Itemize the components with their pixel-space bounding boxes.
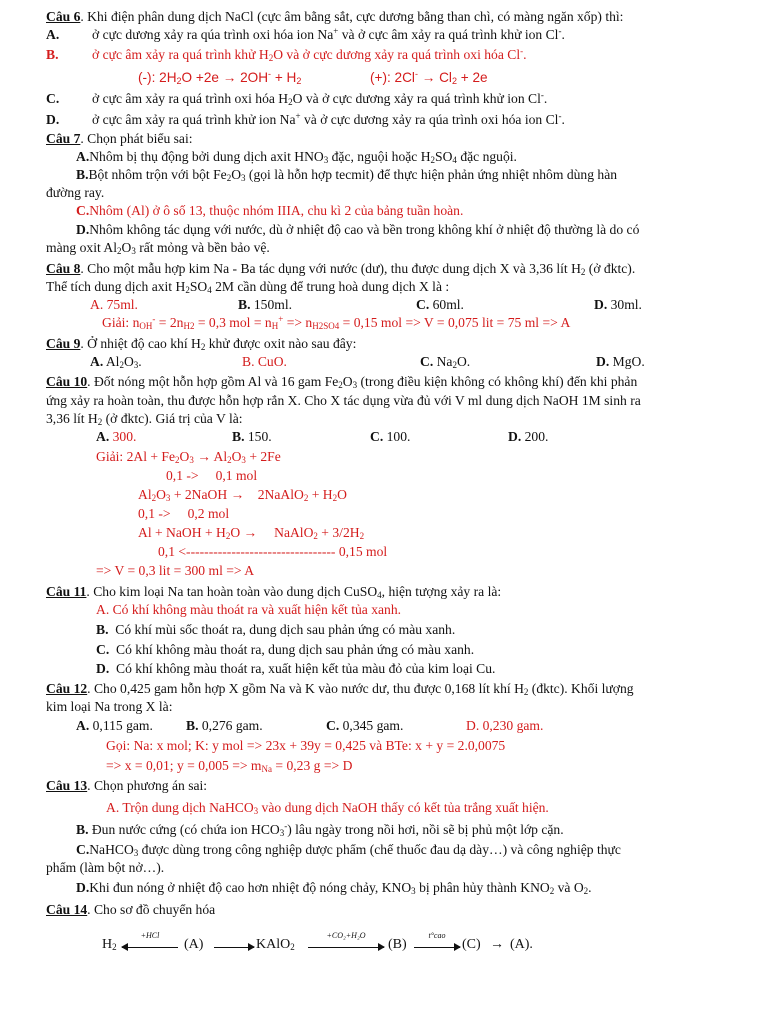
q12-stem: Câu 12. Cho 0,425 gam hỗn hợp X gồm Na và K vào nước dư, thu được 0,168 lít khí $H_2$ (đktc). Khối lượng xyxy=(46,681,634,698)
q11-option-b: B. Có khí mùi sốc thoát ra, dung dịch sau phản ứng có màu xanh. xyxy=(96,622,456,638)
q12-solution-line2: => x = 0,01; $y = 0,005 => m_{Na} = 0,23$ g => D xyxy=(106,757,353,774)
q6-option-a: A. ở cực dương xảy ra qúa trình oxi hóa ion Na+ và ở cực âm xảy ra quá trình khử ion Cl-. xyxy=(46,26,565,43)
q10-stem-cont: ứng xảy ra hoàn toàn, thu được hỗn hợp rắn X. Cho X tác dụng vừa đủ với V ml dung dịch NaOH 1M sinh ra xyxy=(46,392,641,408)
scheme-node-c: (C) xyxy=(462,936,481,952)
q7-option-b: B.Bột nhôm trộn với bột $Fe_2O_3$ (gọi là hỗn hợp tecmit) để thực hiện phản ứng nhiệt nhôm dùng hàn xyxy=(76,166,618,183)
q6-option-c: C. ở cực âm xảy ra quá trình oxi hóa $H_2O$ và ở cực dương xảy ra quá trình khử ion Cl-. xyxy=(46,90,548,108)
q7-option-a: A.Nhôm bị thụ động bởi dung dịch axit $HNO_3$ đặc, nguội hoặc $H_2SO_4$ đặc nguội. xyxy=(76,148,517,165)
q6-stem: Câu 6. Khi điện phân dung dịch NaCl (cực âm bằng sắt, cực dương bằng than chì, có màng ngăn xốp) thì: xyxy=(46,9,624,24)
q10-options: A. 300. B. 150. C. 100. D. 200. xyxy=(96,429,549,444)
q6-option-d: D. ở cực âm xảy ra quá trình khử ion Na+ và ở cực dương xảy ra qúa trình oxi hóa ion Cl-. xyxy=(46,110,565,127)
q8-stem-cont: Thể tích dung dịch axit $H_2SO_4$ 2M cần dùng để trung hoà dung dịch X là : xyxy=(46,278,450,295)
q10-solution-line3: $Al_2O_3$ + 2NaOH → 2NaAlO$_2$ + $H_2O$ xyxy=(138,487,347,503)
q7-option-d-cont: màng oxit $Al_2O_3$ rất mỏng và bền bảo vệ. xyxy=(46,239,270,256)
scheme-node-kalo2: KAlO$_2$ xyxy=(256,936,295,952)
q13-option-c-cont: phẩm (làm bột nở…). xyxy=(46,859,165,875)
q11-stem: Câu 11. Cho kim loại Na tan hoàn toàn vào dung dịch CuSO$_4$, hiện tượng xảy ra là: xyxy=(46,584,502,600)
q9-options: A. $Al_2O_3$. B. CuO. C. $Na_2O$. D. MgO. xyxy=(90,354,645,371)
q10-solution-line4: 0,1 -> 0,2 mol xyxy=(138,506,230,521)
q10-solution-line7: => V = 0,3 lit = 300 ml => A xyxy=(96,563,255,578)
scheme-node-a: (A) xyxy=(184,936,204,952)
q8-options: A. 75ml. B. 150ml. C. 60ml. D. 30ml. xyxy=(90,297,642,313)
q14-scheme xyxy=(46,927,760,957)
q8-stem: Câu 8. Cho một mẫu hợp kim Na - Ba tác dụng với nước (dư), thu được dung dịch X và 3,36 lít $H_2$ (ở đktc). xyxy=(46,260,636,277)
q10-solution-line6: 0,1 <--------------------------------- 0,15 mol xyxy=(158,544,388,559)
q12-stem-cont: kim loại Na trong X là: xyxy=(46,699,173,715)
scheme-arrow-co2: +CO₂+H₂O xyxy=(308,939,384,953)
q11-option-c: C. Có khí không màu thoát ra, dung dịch sau phản ứng có màu xanh. xyxy=(96,642,475,658)
document-page xyxy=(46,8,760,957)
q11-option-d: D. Có khí không màu thoát ra, xuất hiện kết tủa màu đỏ của kim loại Cu. xyxy=(96,661,496,677)
q7-option-b-cont: đường ray. xyxy=(46,185,105,201)
q10-solution-line2: 0,1 -> 0,1 mol xyxy=(166,468,258,483)
q13-option-b: B. Đun nước cứng (có chứa ion $HCO_3^-$) lâu ngày trong nồi hơi, nồi sẽ bị phủ một lớp cặn. xyxy=(76,820,564,838)
q8-solution: Giải: $n_{OH}^- = 2n_{H2} = 0,3$ mol = $n_H^+ => n_{H2SO4} = 0,15$ mol => V = 0,075 lit = 75 ml => A xyxy=(102,314,571,332)
scheme-arrow-plain xyxy=(214,939,254,953)
q12-options: A. 0,115 gam. B. 0,276 gam. C. 0,345 gam. D. 0,230 gam. xyxy=(76,717,544,733)
q7-option-c: C.Nhôm (Al) ở ô số 13, thuộc nhóm IIIA, chu kì 2 của bảng tuần hoàn. xyxy=(76,203,464,219)
scheme-arrow-heat: t°cao xyxy=(414,939,460,953)
scheme-node-b: (B) xyxy=(388,936,407,952)
scheme-node-h2: $H_2$ xyxy=(102,936,117,952)
q6-option-b: B. ở cực âm xảy ra quá trình khử $H_2O$ và ở cực dương xảy ra quá trình oxi hóa Cl-. xyxy=(46,46,527,64)
q6-option-b-equations: (-): $2H_2O +2e \to 2OH^- + H_2$ (+): $2Cl^- \to Cl_2 + 2e$ xyxy=(138,69,488,87)
q12-solution-line1: Gọi: Na: x mol; K: y mol => 23x + 39y = 0,425 và BTe: x + y = 2.0,0075 xyxy=(106,737,506,753)
q7-stem: Câu 7. Chọn phát biểu sai: xyxy=(46,130,193,146)
q10-solution-line1: Giải: $2Al + Fe_2O_3 \to Al_2O_3 + 2Fe$ xyxy=(96,449,281,465)
q10-solution-line5: Al + NaOH + $H_2O$ → NaAlO$_2$ + $3/2H_2$ xyxy=(138,525,365,541)
q10-stem: Câu 10. Đốt nóng một hỗn hợp gồm Al và 16 gam $Fe_2O_3$ (trong điều kiện không có không khí) đến khi phản xyxy=(46,374,638,391)
q13-stem: Câu 13. Chọn phương án sai: xyxy=(46,777,208,793)
q13-option-c: C.NaHCO$_3$ được dùng trong công nghiệp dược phẩm (chế thuốc đau dạ dày…) và công nghiệp thực xyxy=(76,841,621,858)
q10-stem-cont2: 3,36 lít $H_2$ (ở đktc). Giá trị của V là: xyxy=(46,410,243,427)
scheme-arrow-hcl: +HCl xyxy=(122,939,178,953)
q7-option-d: D.Nhôm không tác dụng với nước, dù ở nhiệt độ cao và bền trong không khí ở nhiệt độ thường là do có xyxy=(76,221,640,237)
q13-option-a: A. Trộn dung dịch NaHCO$_3$ vào dung dịch NaOH thấy có kết tủa trắng xuất hiện. xyxy=(106,799,549,816)
scheme-arrow-small: → xyxy=(490,936,504,952)
q14-stem: Câu 14. Cho sơ đồ chuyển hóa xyxy=(46,901,216,917)
q13-option-d: D.Khi đun nóng ở nhiệt độ cao hơn nhiệt độ nóng chảy, $KNO_3$ bị phân hủy thành $KNO_2$ và $O_2$. xyxy=(76,879,592,896)
q9-stem: Câu 9. Ở nhiệt độ cao khí $H_2$ khử được oxit nào sau đây: xyxy=(46,336,357,353)
q11-option-a: A. Có khí không màu thoát ra và xuất hiện kết tủa xanh. xyxy=(96,602,402,618)
scheme-node-a-end: (A). xyxy=(510,936,533,952)
